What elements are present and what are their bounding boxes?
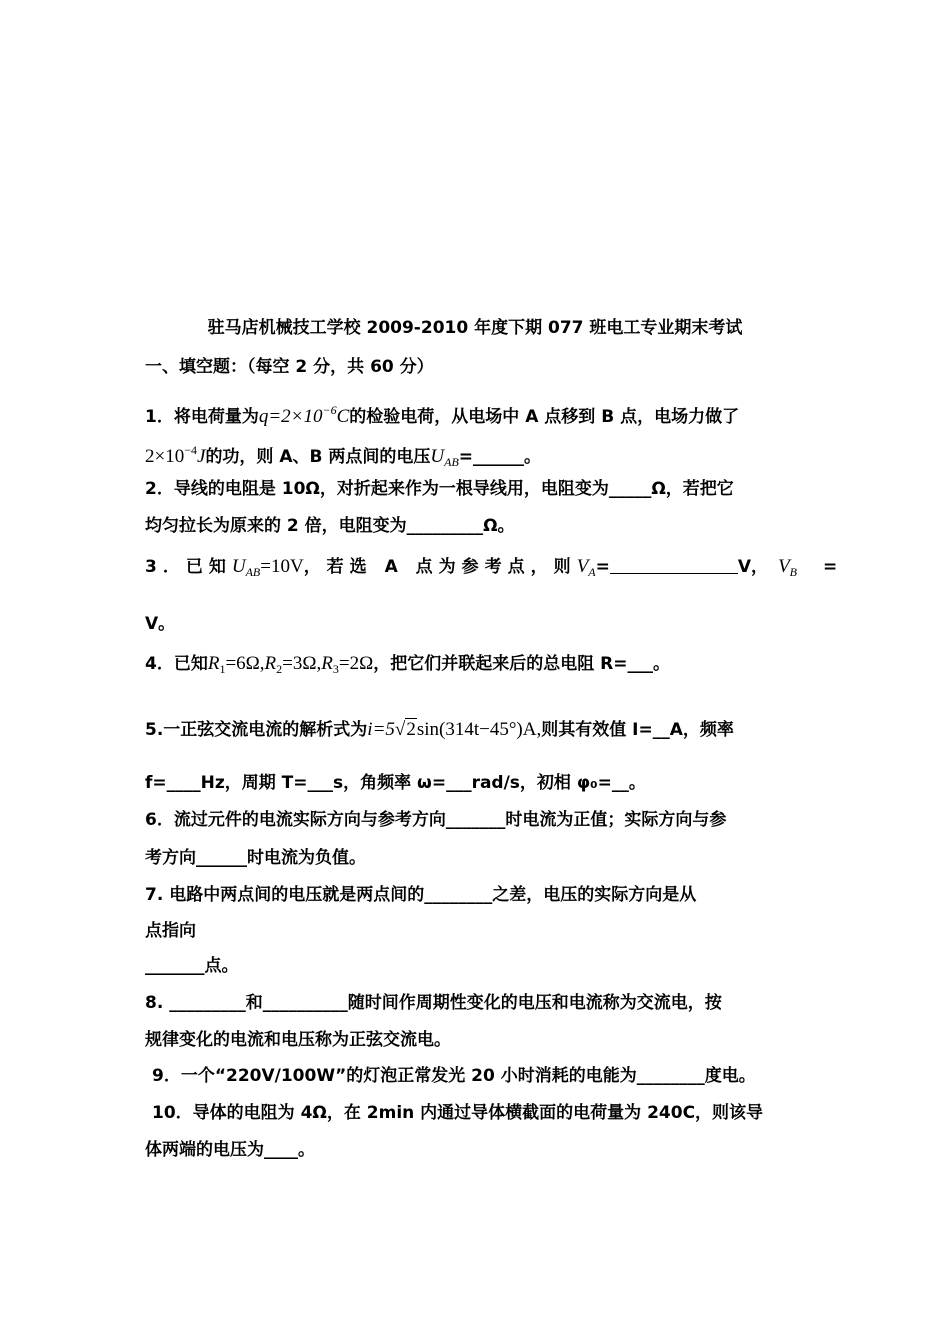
question-3-line-1 (145, 555, 838, 584)
q5-text-b: 则其有效值 I=__A，频率 (541, 720, 734, 740)
question-10-line-2: 体两端的电压为____。 (145, 1140, 315, 1160)
question-10-line-1: 10．导体的电阻为 4Ω，在 2min 内通过导体横截面的电荷量为 240C，则该导 (152, 1103, 764, 1123)
q3-formula-vb: $V_B$ (778, 556, 798, 579)
question-7-line-2: 点指向 (145, 921, 196, 941)
q4-formula-resistors: $R_1=6\Omega,R_2=3\Omega,R_3=2\Omega$ (207, 653, 374, 676)
q1-text-a: 1．将电荷量为 (145, 407, 259, 427)
q1-text-c: 的功，则 A、B 两点间的电压 (205, 447, 431, 467)
q3-formula-uab: $U_{AB}=10V$ (231, 556, 304, 579)
question-2-line-1: 2．导线的电阻是 10Ω，对折起来作为一根导线用，电阻变为_____Ω，若把它 (145, 479, 734, 499)
exam-title: 驻马店机械技工学校 2009-2010 年度下期 077 班电工专业期末考试 (207, 318, 743, 338)
question-3-line-2: V。 (145, 614, 176, 634)
q1-formula-charge: $q=2\times 10^{-6}C$ (258, 403, 350, 427)
q1-formula-work: $2\times 10^{-4}J$ (145, 443, 206, 467)
q1-text-d: =______。 (458, 447, 542, 467)
question-1-line-2 (145, 438, 810, 474)
q3-blank-va[interactable] (610, 555, 738, 574)
question-1-line-1 (145, 398, 810, 429)
question-6-line-2: 考方向______时电流为负值。 (145, 848, 366, 868)
question-7-line-1: 7. 电路中两点间的电压就是两点间的________之差，电压的实际方向是从 (145, 885, 697, 905)
q3-text-a: 3．已知 (145, 557, 232, 577)
q3-text-b: ，若选 A 点为参考点，则 (303, 557, 577, 577)
question-4-line (145, 652, 810, 681)
q4-text-b: ，把它们并联起来后的总电阻 R=___。 (373, 654, 670, 674)
question-6-line-1: 6．流过元件的电流实际方向与参考方向_______时电流为正值；实际方向与参 (145, 810, 727, 830)
question-8-line-2: 规律变化的电流和电压称为正弦交流电。 (145, 1030, 451, 1050)
q5-formula-current: i=5√2sin(314t−45°)A, (367, 719, 542, 740)
question-2-line-2: 均匀拉长为原来的 2 倍，电阻变为_________Ω。 (145, 516, 515, 536)
q4-text-a: 4．已知 (145, 654, 208, 674)
question-9-line: 9．一个“220V/100W”的灯泡正常发光 20 小时消耗的电能为________度电。 (152, 1066, 756, 1086)
q3-formula-va: $V_A$ (576, 556, 596, 579)
question-8-line-1: 8. _________和__________随时间作周期性变化的电压和电流称为交流电，按 (145, 993, 722, 1013)
q5-text-a: 5.一正弦交流电流的解析式为 (145, 720, 368, 740)
q1-text-b: 的检验电荷，从电场中 A 点移到 B 点，电场力做了 (349, 407, 740, 427)
section-heading: 一、填空题：（每空 2 分，共 60 分） (145, 357, 434, 377)
q3-text-e: = (823, 557, 838, 577)
q1-formula-uab: $U_{AB}$ (430, 446, 459, 469)
q3-text-d: V， (737, 557, 769, 577)
q3-text-c: = (595, 557, 610, 577)
question-7-line-3: _______点。 (145, 956, 239, 976)
question-5-line-1 (145, 718, 810, 742)
question-5-line-2: f=____Hz，周期 T=___s，角频率 ω=___rad/s，初相 φ₀=__。 (145, 773, 646, 793)
